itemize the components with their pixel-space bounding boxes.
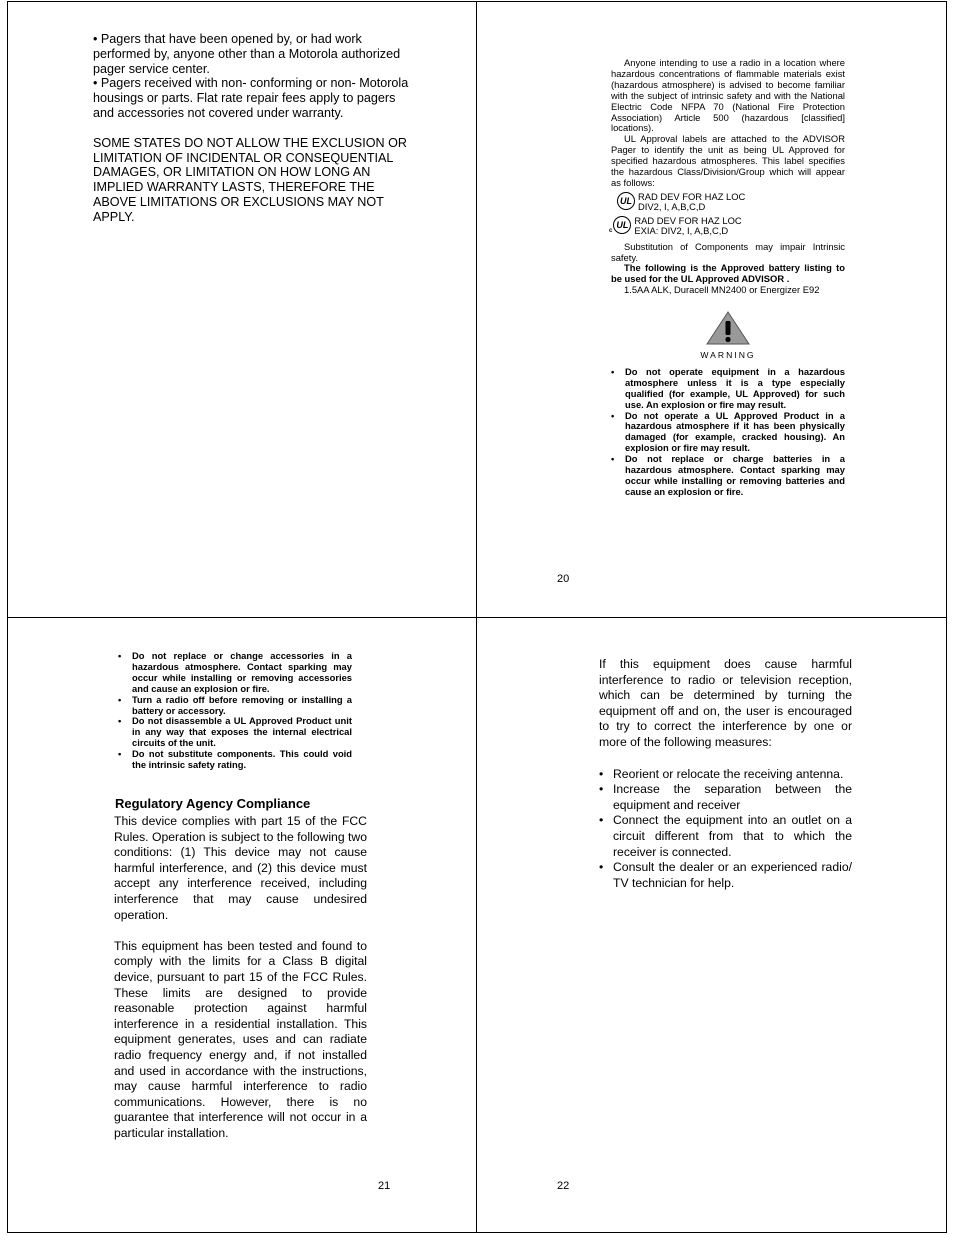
warning-item: • Do not disassemble a UL Approved Product unit in any way that exposes the internal electrical circuits of the unit.: [118, 716, 352, 749]
page4-measures-list: [599, 767, 852, 892]
canada-mark: c: [609, 227, 613, 234]
page2-hazard-text: [611, 58, 845, 498]
warning-item: • Do not replace or change accessories in a hazardous atmosphere. Contact sparking may occur while installing or removing accessories and cause an explosion or fire.: [118, 651, 352, 695]
page4-intro: If this equipment does cause harmful interference to radio or television reception, which can be determined by turning the equipment off and on, the user is encouraged to try to correct the interference by one or more of the following measures:: [599, 657, 852, 749]
page1-warranty-text: [93, 32, 415, 225]
page3-fcc-para1: This device complies with part 15 of the FCC Rules. Operation is subject to the following two conditions: (1) This device may not cause harmful interference, and (2) this device must accept any interference received, including interference that may cause undesired operation.: [114, 814, 367, 922]
measure-item: • Consult the dealer or an experienced radio/ TV technician for help.: [599, 860, 852, 891]
page-number-22: 22: [557, 1180, 570, 1192]
page2-battery-heading: The following is the Approved battery listing to be used for the UL Approved ADVISOR .: [611, 262, 845, 285]
warning-symbol: [611, 311, 845, 361]
page3-compliance-text: [114, 796, 367, 1141]
ul-logo-icon: UL: [617, 192, 635, 210]
page4-interference-text: [599, 657, 852, 891]
warning-item: • Do not operate equipment in a hazardous atmosphere unless it is a type especially qualified (for example, UL Approved) for such use. An explosion or fire may result.: [611, 367, 845, 411]
page1-bullet-opened: • Pagers that have been opened by, or had work performed by, anyone other than a Motorola authorized pager service center.: [93, 32, 401, 76]
page3-warning-text: [118, 651, 352, 771]
horizontal-divider: [7, 617, 947, 618]
page-number-21: 21: [378, 1180, 391, 1192]
page3-fcc-para2: This equipment has been tested and found to comply with the limits for a Class B digital device, pursuant to part 15 of the FCC Rules. These limits are designed to provide reasonable protection against harmful interference in a residential installation. This equipment generates, uses and can radiate radio frequency energy and, if not installed and used in accordance with the instructions, may cause harmful interference to radio communications. However, there is no guarantee that interference will not occur in a particular installation.: [114, 938, 367, 1140]
page2-intro: Anyone intending to use a radio in a location where hazardous concentrations of flammable materials exist (hazardous atmosphere) is advised to become familiar with the subject of intrinsic safety and with the National Electric Code NFPA 70 (National Fire Protection Association) Article 500 (hazardous [classified] locations).: [611, 57, 845, 134]
page3-warning-list: [118, 651, 352, 771]
warning-caption: WARNING: [700, 350, 756, 361]
warning-item: • Turn a radio off before removing or installing a battery or accessory.: [118, 695, 352, 717]
ul-label-2: [609, 214, 845, 237]
measure-item: • Increase the separation between the equipment and receiver: [599, 782, 852, 813]
ul-label-1-line2: DIV2, I, A,B,C,D: [638, 201, 706, 213]
ul-label-1: [617, 192, 845, 213]
warning-item: • Do not substitute components. This could void the intrinsic safety rating.: [118, 749, 352, 771]
measure-item: • Connect the equipment into an outlet on a circuit different from that to which the receiver is connected.: [599, 813, 852, 860]
page2-substitution: Substitution of Components may impair Intrinsic safety.: [611, 240, 845, 263]
cul-logo-icon: UL: [613, 216, 631, 234]
warning-item: • Do not operate a UL Approved Product in a hazardous atmosphere if it has been physically damaged (for example, cracked housing). An explosion or fire may result.: [611, 411, 845, 455]
warning-item: • Do not replace or charge batteries in a hazardous atmosphere. Contact sparking may occur while installing or removing batteries and cause an explosion or fire.: [611, 454, 845, 498]
page1-bullet-housings: • Pagers received with non- conforming or non- Motorola housings or parts. Flat rate repair fees apply to pagers and accessories not covered under warranty.: [93, 76, 409, 120]
ul-label-1-line1: RAD DEV FOR HAZ LOC: [638, 190, 746, 202]
page-number-20: 20: [557, 573, 570, 585]
page2-ul-approval: UL Approval labels are attached to the ADVISOR Pager to identify the unit as being UL Approved for specified hazardous atmospheres. This label specifies the hazardous Class/Division/Group which will appear as follows:: [611, 133, 845, 188]
page2-warning-list: [611, 367, 845, 498]
ul-label-2-line2: EXIA: DIV2, I, A,B,C,D: [634, 225, 729, 237]
page1-exclusion-notice: SOME STATES DO NOT ALLOW THE EXCLUSION OR LIMITATION OF INCIDENTAL OR CONSEQUENTIAL DAMAGES, OR LIMITATION ON HOW LONG AN IMPLIED WARRANTY LASTS, THEREFORE THE ABOVE LIMITATIONS OR EXCLUSIONS MAY NOT APPLY.: [93, 135, 407, 224]
ul-label-2-line1: RAD DEV FOR HAZ LOC: [634, 214, 742, 226]
warning-triangle-icon: [706, 311, 750, 345]
regulatory-heading: Regulatory Agency Compliance: [115, 796, 311, 811]
page2-battery: 1.5AA ALK, Duracell MN2400 or Energizer E92: [624, 284, 820, 296]
measure-item: • Reorient or relocate the receiving antenna.: [599, 767, 852, 783]
